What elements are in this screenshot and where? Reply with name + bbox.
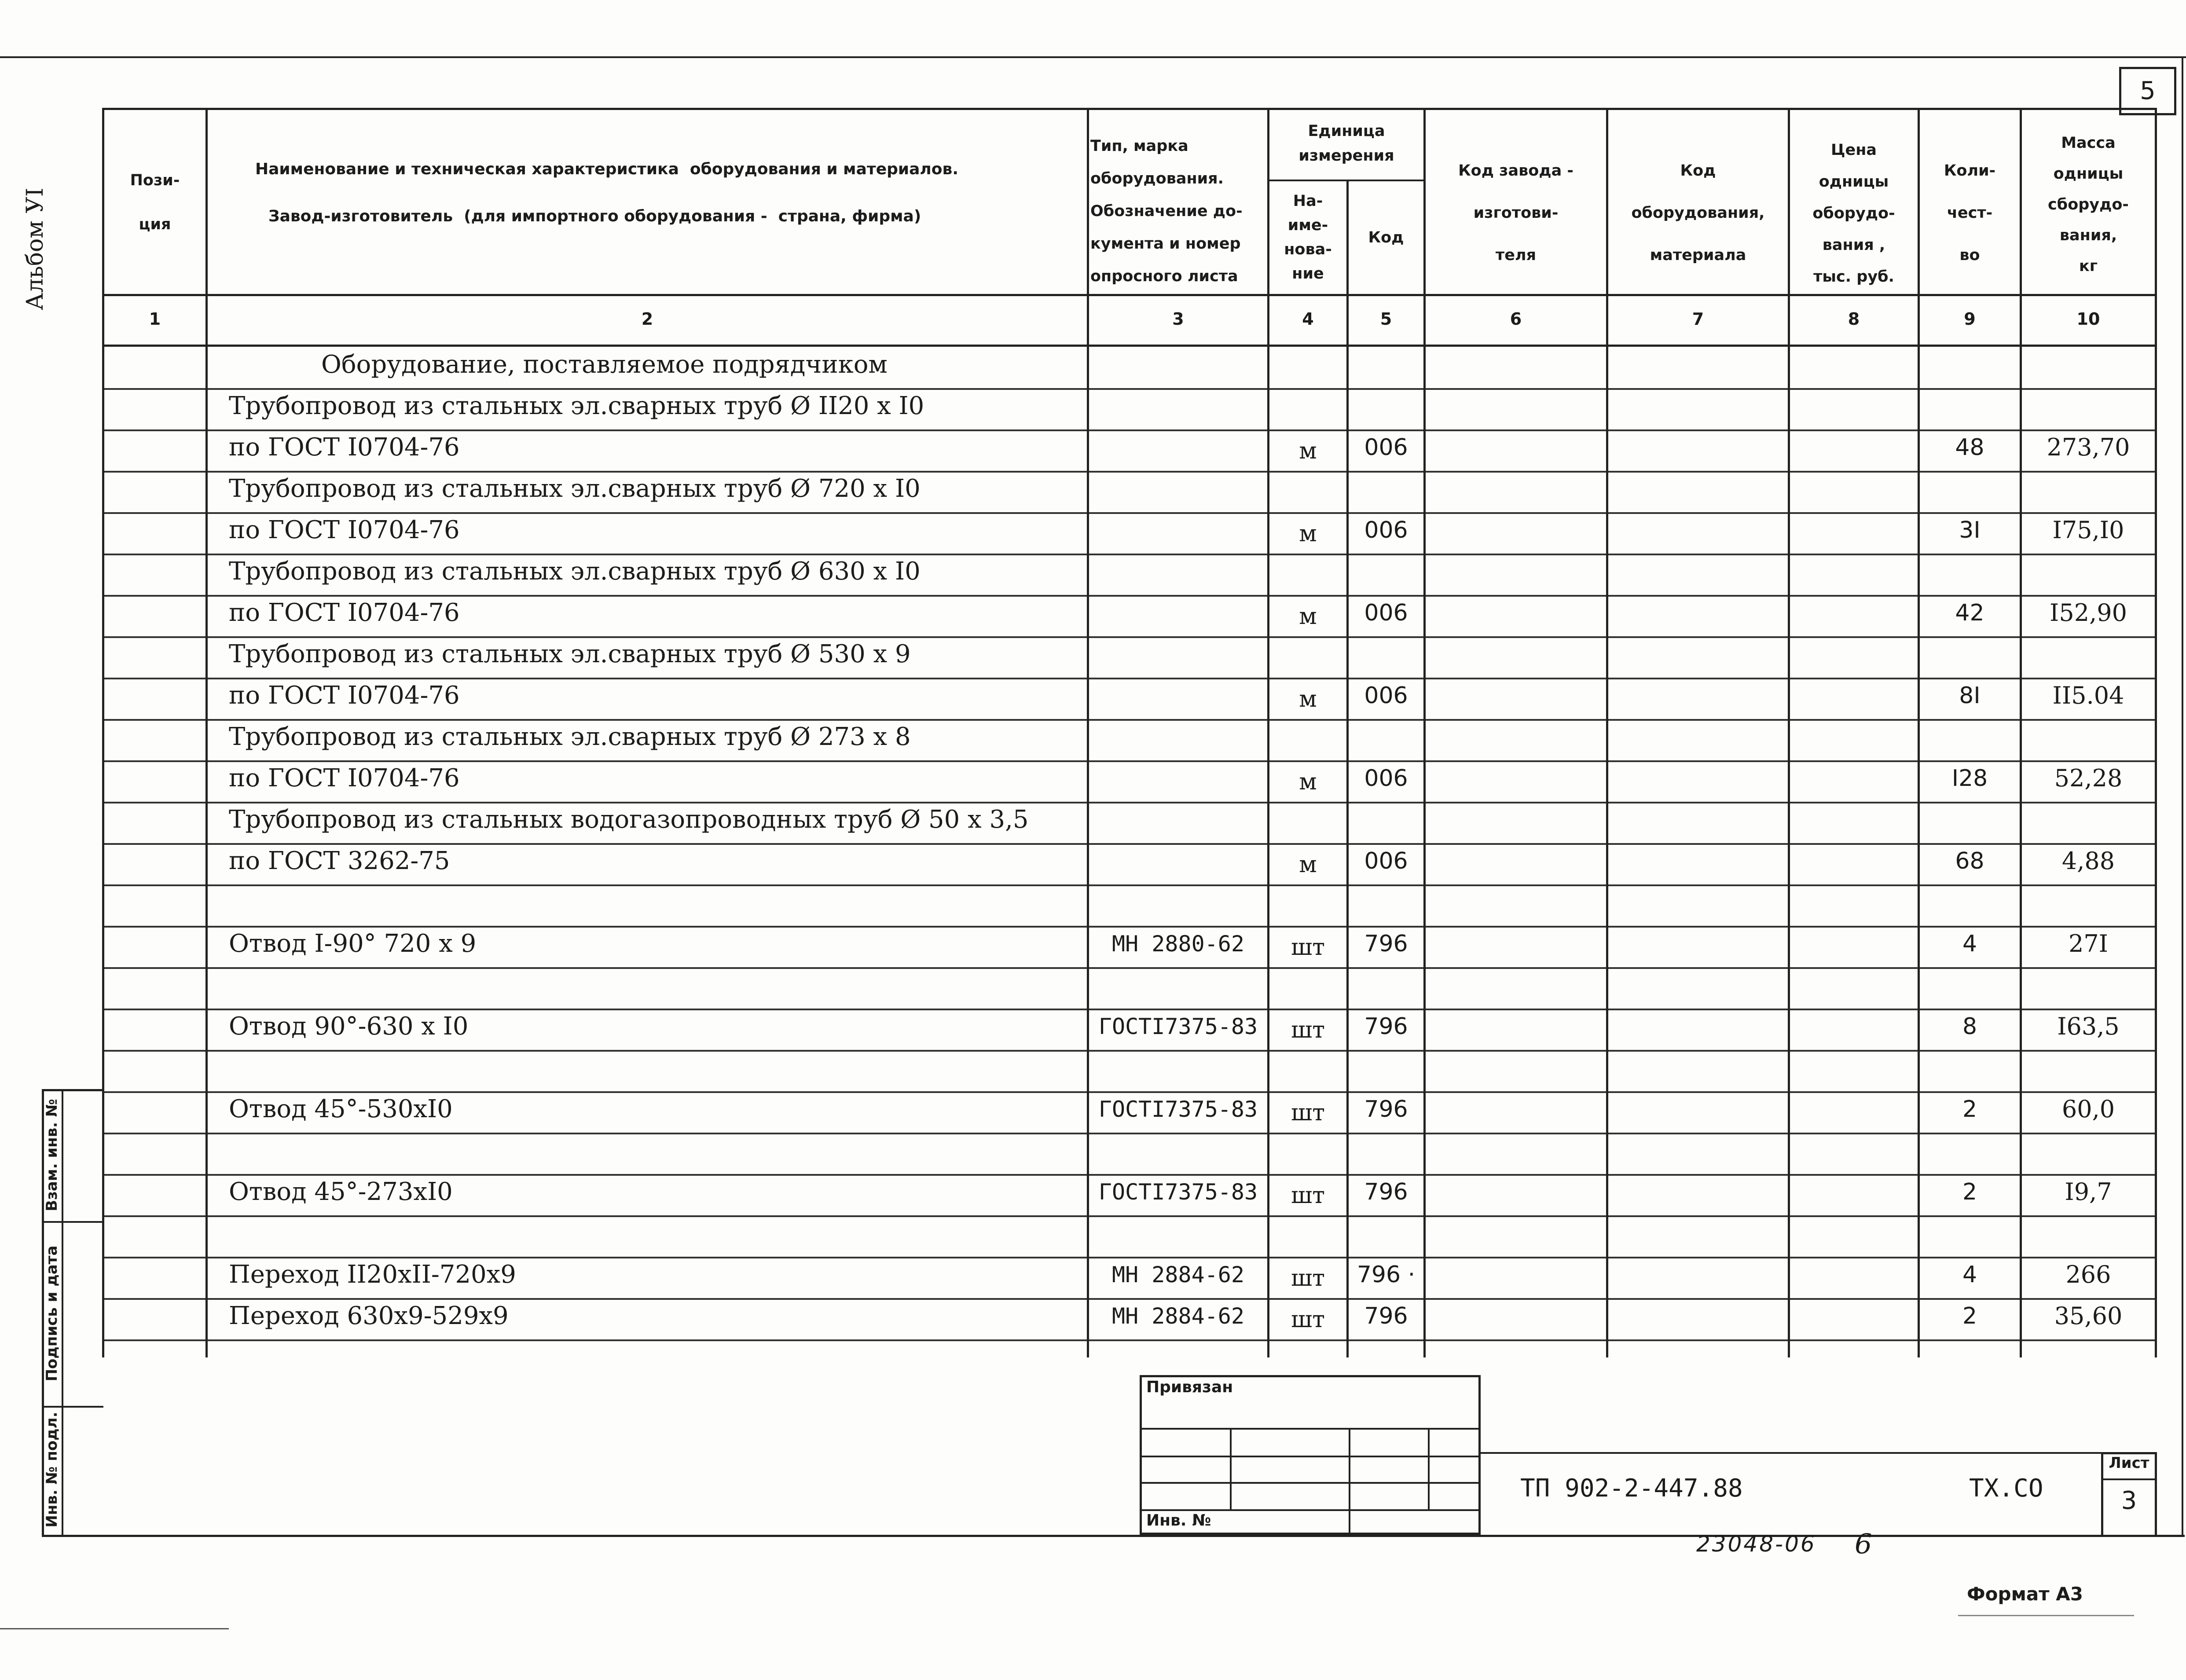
frame-right-line (2182, 56, 2183, 1537)
row-separator (102, 760, 2157, 762)
tb-vline1 (1230, 1428, 1232, 1509)
cell-code: 796 (1364, 931, 1408, 957)
doc-mark: ТХ.СО (1969, 1474, 2043, 1503)
left-stamp-divider (62, 1089, 63, 1537)
sheet-label: Лист (2109, 1454, 2149, 1472)
left-stamp-inv: Инв. № подл. (43, 1412, 61, 1528)
colnum-bottom-line (102, 345, 2157, 347)
col2-right-line (1087, 108, 1089, 1357)
cell-mass: I63,5 (2057, 1012, 2120, 1040)
top-right-number: 5 (2140, 77, 2156, 105)
doc-code: ТП 902-2-447.88 (1520, 1474, 1743, 1503)
header-unit-group: Единица измерения (1298, 122, 1394, 165)
tb-vline3 (1428, 1428, 1430, 1509)
page-top-border (0, 56, 2186, 58)
cell-qty: 68 (1955, 848, 1984, 874)
colnum-10: 10 (2076, 309, 2100, 329)
bottom-scan-line-right (1958, 1615, 2134, 1616)
row-separator (102, 1091, 2157, 1093)
row-separator (102, 843, 2157, 845)
cell-name: Трубопровод из стальных водогазопроводных труб Ø 50 x 3,5 (229, 805, 1029, 834)
table-right-line (2155, 108, 2157, 1357)
cell-unit: м (1299, 603, 1317, 630)
header-name-line1: Наименование и техническая характеристика оборудования и материалов. (255, 160, 958, 178)
cell-unit: м (1299, 769, 1317, 795)
cell-mass: I75,I0 (2052, 516, 2124, 544)
row-separator (102, 1050, 2157, 1052)
col7-right-line (1788, 108, 1790, 1357)
col5-right-line (1423, 108, 1426, 1357)
row-separator (102, 1133, 2157, 1134)
cell-mass: I9,7 (2065, 1178, 2112, 1206)
inv-no-label: Инв. № (1146, 1511, 1211, 1530)
cell-mass: 52,28 (2054, 764, 2123, 792)
row-separator (102, 926, 2157, 928)
row-separator (102, 802, 2157, 803)
row-separator (102, 595, 2157, 597)
cell-code: 006 (1364, 848, 1408, 874)
row-separator (102, 1257, 2157, 1258)
cell-name: по ГОСТ I0704-76 (229, 764, 460, 792)
row-separator (102, 512, 2157, 514)
cell-code: 006 (1364, 765, 1408, 792)
cell-name: по ГОСТ I0704-76 (229, 433, 460, 462)
cell-unit: шт (1291, 1306, 1325, 1333)
cell-name: Трубопровод из стальных эл.сварных труб Ø 273 x 8 (229, 723, 911, 751)
row-separator (102, 1215, 2157, 1217)
cell-doc: ГОСТI7375-83 (1098, 1097, 1258, 1122)
bottom-number: 23048-06 (1696, 1531, 1816, 1557)
colnum-6: 6 (1510, 309, 1522, 329)
cell-name: Отвод 45°-273xI0 (229, 1177, 453, 1206)
col9-right-line (2020, 108, 2022, 1357)
header-bottom-line (102, 294, 2157, 296)
row-separator (102, 1174, 2157, 1176)
format-label: Формат А3 (1967, 1583, 2083, 1605)
col6-right-line (1606, 108, 1608, 1357)
cell-qty: 8I (1959, 682, 1981, 709)
cell-unit: шт (1291, 1182, 1325, 1209)
header-quantity: Коли- чест- во (1944, 162, 1996, 264)
row-separator (102, 884, 2157, 886)
header-equipment-code: Код оборудования, материала (1631, 162, 1765, 264)
header-name-line2: Завод-изготовитель (для импортного оборудования - страна, фирма) (268, 207, 921, 225)
cell-name: Трубопровод из стальных эл.сварных труб Ø 530 x 9 (229, 640, 911, 668)
left-stamp-vzam: Взам. инв. № (43, 1099, 61, 1211)
cell-name: Трубопровод из стальных эл.сварных труб Ø 630 x I0 (229, 557, 921, 586)
left-stamp-line1 (42, 1221, 103, 1223)
row-separator (102, 636, 2157, 638)
row-separator (102, 719, 2157, 721)
cell-qty: 2 (1962, 1096, 1977, 1122)
cell-unit: шт (1291, 1017, 1325, 1043)
cell-mass: 60,0 (2061, 1095, 2115, 1123)
cell-unit: м (1299, 521, 1317, 547)
cell-qty: 4 (1962, 1262, 1977, 1288)
cell-mass: II5.04 (2052, 682, 2124, 709)
cell-unit: м (1299, 686, 1317, 712)
colnum-9: 9 (1964, 309, 1976, 329)
cell-name: по ГОСТ I0704-76 (229, 598, 460, 627)
cell-unit: м (1299, 438, 1317, 464)
sheet-number: 3 (2121, 1486, 2137, 1515)
cell-code: 796 · (1357, 1262, 1416, 1288)
header-unit-code: Код (1368, 229, 1404, 246)
cell-name: Переход 630x9-529x9 (229, 1302, 509, 1330)
cell-mass: I52,90 (2050, 599, 2127, 627)
row-separator (102, 967, 2157, 969)
cell-code: 796 (1364, 1013, 1408, 1040)
privyazan-label: Привязан (1146, 1378, 1233, 1396)
cell-doc: МН 2884-62 (1111, 1303, 1245, 1329)
cell-qty: 2 (1962, 1179, 1977, 1205)
col8-right-line (1918, 108, 1920, 1357)
cell-name: Трубопровод из стальных эл.сварных труб Ø 720 x I0 (229, 474, 921, 503)
col3-right-line (1267, 108, 1269, 1357)
cell-mass: 27I (2068, 930, 2109, 957)
row-separator (102, 1009, 2157, 1010)
sheet-box-divider (2101, 1478, 2157, 1480)
colnum-1: 1 (149, 309, 161, 329)
cell-mass: 4,88 (2061, 847, 2115, 875)
cell-code: 006 (1364, 434, 1408, 461)
cell-qty: 42 (1955, 600, 1984, 626)
cell-name: Переход II20xII-720x9 (229, 1260, 516, 1289)
header-unit-name: На- име- нова- ние (1284, 192, 1332, 282)
table-top-line (102, 108, 2157, 110)
bottom-scan-line (0, 1628, 229, 1629)
cell-qty: 4 (1962, 931, 1977, 957)
cell-mass: 266 (2065, 1261, 2111, 1288)
cell-code: 006 (1364, 600, 1408, 626)
cell-name: Трубопровод из стальных эл.сварных труб Ø II20 x I0 (229, 392, 924, 420)
cell-name: по ГОСТ 3262-75 (229, 847, 450, 875)
side-title: Альбом УI (22, 187, 48, 310)
header-price: Цена одницы оборудо- вания , тыс. руб. (1812, 141, 1895, 286)
tb-vline2 (1349, 1428, 1350, 1535)
cell-code: 796 (1364, 1096, 1408, 1122)
tb-line4 (1140, 1509, 1481, 1511)
cell-name: Отвод 90°-630 x I0 (229, 1012, 469, 1041)
cell-name: по ГОСТ I0704-76 (229, 681, 460, 710)
row-separator (102, 1298, 2157, 1300)
row-separator (102, 1339, 2157, 1341)
cell-name: Отвод 45°-530xI0 (229, 1095, 453, 1123)
cell-unit: шт (1291, 1100, 1325, 1126)
cell-doc: ГОСТI7375-83 (1098, 1179, 1258, 1205)
colnum-7: 7 (1692, 309, 1704, 329)
cell-code: 006 (1364, 682, 1408, 709)
cell-unit: шт (1291, 934, 1325, 961)
header-factory-code: Код завода - изготови- теля (1458, 162, 1573, 264)
header-mass: Масса одницы сборудо- вания, кг (2048, 134, 2129, 275)
row-separator (102, 554, 2157, 555)
col1-right-line (205, 108, 208, 1357)
cell-doc: ГОСТI7375-83 (1098, 1014, 1258, 1039)
colnum-3: 3 (1172, 309, 1184, 329)
cell-doc: МН 2880-62 (1111, 931, 1245, 957)
left-stamp-podpis: Подпись и дата (43, 1245, 61, 1382)
row-separator (102, 678, 2157, 679)
cell-qty: 3I (1959, 517, 1981, 543)
cell-unit: шт (1291, 1265, 1325, 1291)
row-separator (102, 429, 2157, 431)
cell-code: 006 (1364, 517, 1408, 543)
cell-name: по ГОСТ I0704-76 (229, 516, 460, 544)
cell-qty: 48 (1955, 434, 1984, 461)
header-position: Пози- ция (130, 172, 180, 233)
colnum-4: 4 (1302, 309, 1314, 329)
cell-unit: м (1299, 851, 1317, 878)
cell-mass: 273,70 (2047, 433, 2130, 461)
colnum-5: 5 (1380, 309, 1392, 329)
cell-mass: 35,60 (2054, 1302, 2123, 1330)
cell-name: Оборудование, поставляемое подрядчиком (321, 350, 888, 379)
colnum-8: 8 (1848, 309, 1860, 329)
cell-code: 796 (1364, 1179, 1408, 1205)
cell-name: Отвод I-90° 720 x 9 (229, 929, 477, 958)
header-type: Тип, марка оборудования. Обозначение до- кумента и номер опросного листа (1090, 137, 1243, 285)
cell-qty: 2 (1962, 1303, 1977, 1329)
doc-code-line (1481, 1452, 2157, 1454)
colnum-2: 2 (641, 309, 653, 329)
cell-doc: МН 2884-62 (1111, 1262, 1245, 1288)
cell-qty: I28 (1951, 765, 1988, 792)
cell-qty: 8 (1962, 1013, 1977, 1040)
row-separator (102, 471, 2157, 473)
row-separator (102, 388, 2157, 390)
cell-code: 796 (1364, 1303, 1408, 1329)
bottom-page: 6 (1855, 1528, 1872, 1560)
